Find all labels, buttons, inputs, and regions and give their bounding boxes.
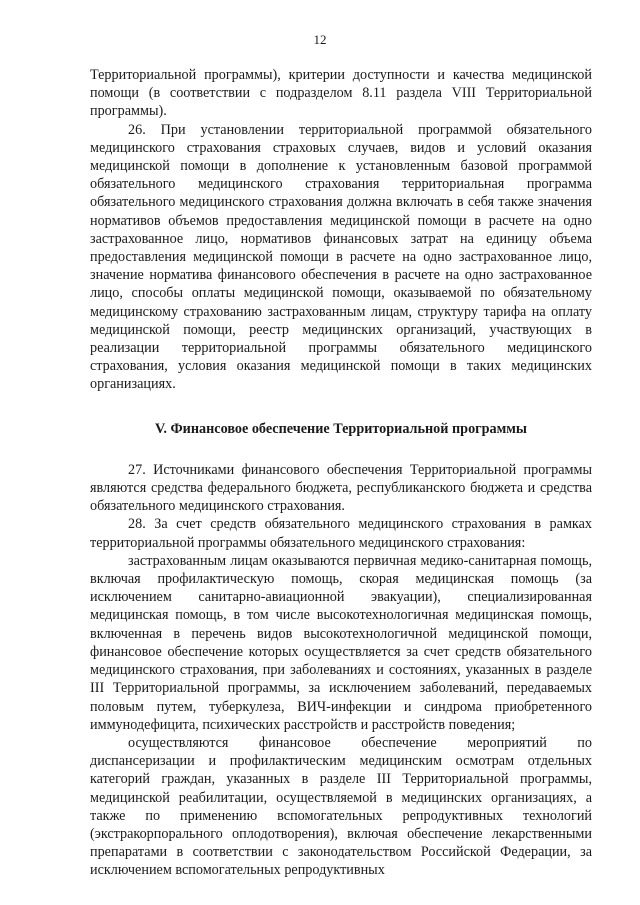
- section-heading: V. Финансовое обеспечение Территориальной программы: [154, 420, 527, 437]
- paragraph-28: 28. За счет средств обязательного медицинского страхования в рамках территориальной программы обязательного медицинского страхования:: [90, 516, 592, 551]
- page-number: 12: [313, 32, 327, 47]
- paragraph-28-item-1: застрахованным лицам оказываются первичная медико-санитарная помощь, включая профилактическую помощь, скорая медицинская помощь (за исключением санитарно-авиационной эвакуации), специализированная медицинская помощь, в том числе высокотехнологичная медицинская помощь, включенная в перечень видов высокотехнологичной медицинской помощи, финансовое обеспечение которых осуществляется за счет средств обязательного медицинского страхования, при заболеваниях и состояниях, указанных в разделе III Территориальной программы, за исключением заболеваний, передаваемых половым путем, туберкулеза, ВИЧ-инфекции и синдрома приобретенного иммунодефицита, психических расстройств и расстройств поведения;: [90, 552, 592, 733]
- document-body: [90, 66, 592, 880]
- paragraph-continuation: Территориальной программы), критерии доступности и качества медицинской помощи (в соответствии с подразделом 8.11 раздела VIII Территориальной программы).: [90, 67, 592, 120]
- paragraph-27: 27. Источниками финансового обеспечения Территориальной программы являются средства федерального бюджета, республиканского бюджета и средства обязательного медицинского страхования.: [90, 461, 592, 515]
- paragraph-26: 26. При установлении территориальной программой обязательного медицинского страхования страховых случаев, видов и условий оказания медицинской помощи в дополнение к установленным базовой программой обязательного медицинского страхования территориальная программа обязательного медицинского страхования должна включать в себя также значения нормативов объемов предоставления медицинской помощи в расчете на одно застрахованное лицо, нормативов финансовых затрат на единицу объема предоставления медицинской помощи в расчете на одно застрахованное лицо, значение норматива финансового обеспечения в расчете на одно застрахованное лицо, способы оплаты медицинской помощи, оказываемой по обязательному медицинскому страхованию застрахованным лицам, структуру тарифа на оплату медицинской помощи, реестр медицинских организаций, участвующих в реализации территориальной программы обязательного медицинского страхования, условия оказания медицинской помощи в таких медицинских организациях.: [90, 121, 592, 393]
- paragraph-28-item-2: осуществляются финансовое обеспечение мероприятий по диспансеризации и профилактическим медицинским осмотрам отдельных категорий граждан, указанных в разделе III Территориальной программы, медицинской реабилитации, осуществляемой в медицинских организациях, а также по применению вспомогательных репродуктивных технологий (экстракорпорального оплодотворения), включая обеспечение лекарственными препаратами в соответствии с законодательством Российской Федерации, за исключением вспомогательных репродуктивных: [90, 734, 592, 879]
